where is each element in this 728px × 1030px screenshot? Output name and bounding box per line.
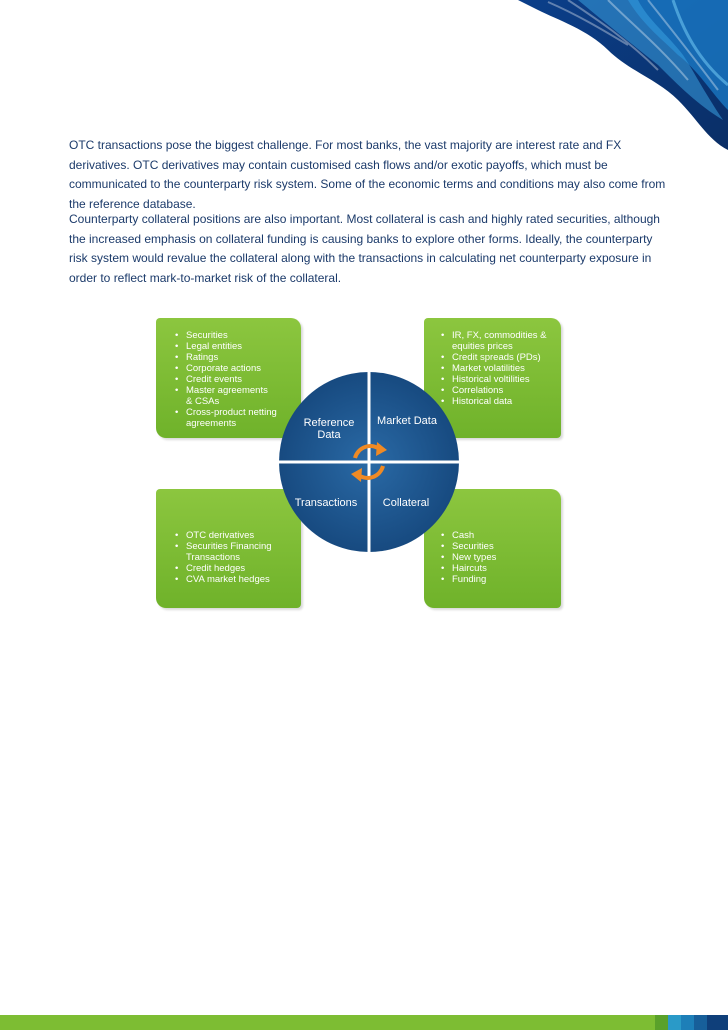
data-cycle-circle: [277, 370, 461, 554]
list-item: • Credit spreads (PDs): [441, 352, 559, 363]
list-item: • Master agreements & CSAs: [175, 385, 276, 407]
transactions-label: Transactions: [294, 497, 358, 509]
list-item: • Ratings: [175, 352, 300, 363]
list-item: • Credit events: [175, 374, 300, 385]
list-item: • Cash: [441, 530, 559, 541]
list-item: • Credit hedges: [175, 563, 300, 574]
list-item: • Securities Financing Transactions: [175, 541, 286, 563]
paragraph-otc-transactions: OTC transactions pose the biggest challenge. For most banks, the vast majority are interest rate and FX derivatives. OTC derivatives may contain customised cash flows and/or exotic payoffs, which must be communicated to the counterparty risk system. Some of the economic terms and conditions may also come from the reference database.: [69, 138, 666, 211]
list-item: • New types: [441, 552, 559, 563]
list-item: • IR, FX, commodities & equities prices: [441, 330, 552, 352]
list-item: • Legal entities: [175, 341, 300, 352]
paragraph-collateral: Counterparty collateral positions are also important. Most collateral is cash and highly rated securities, although the increased emphasis on collateral funding is causing banks to explore other forms. Ideally, the counterparty risk system would revalue the collateral along with the transactions in calculating net counterparty exposure in order to reflect mark-to-market risk of the collateral.: [69, 212, 660, 285]
list-item: • Market volatilities: [441, 363, 559, 374]
footer-stripe: [0, 1015, 728, 1030]
list-item: • Correlations: [441, 385, 559, 396]
list-item: • Haircuts: [441, 563, 559, 574]
collateral-label: Collateral: [382, 497, 430, 509]
list-item: • CVA market hedges: [175, 574, 300, 585]
list-item: • Historical voltilities: [441, 374, 559, 385]
reference-data-label: Reference Data: [303, 417, 355, 441]
market-data-label: Market Data: [377, 415, 437, 427]
list-item: • Funding: [441, 574, 559, 585]
list-item: • Cross-product netting agreements: [175, 407, 281, 429]
list-item: • Corporate actions: [175, 363, 300, 374]
list-item: • Securities: [175, 330, 300, 341]
list-item: • Securities: [441, 541, 559, 552]
list-item: • OTC derivatives: [175, 530, 300, 541]
list-item: • Historical data: [441, 396, 559, 407]
